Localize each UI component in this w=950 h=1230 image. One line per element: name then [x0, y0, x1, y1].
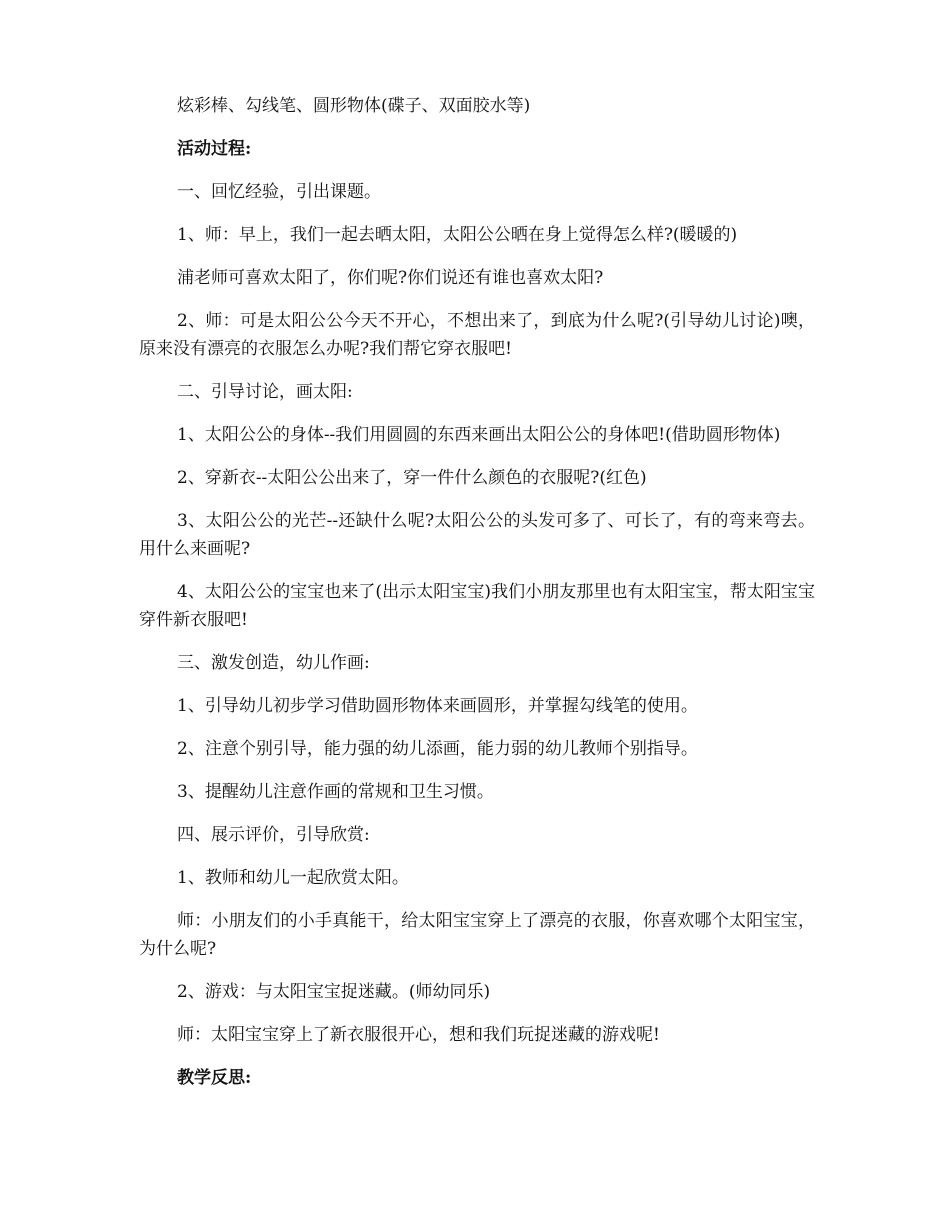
paragraph: 2、注意个别引导，能力强的幼儿添画，能力弱的幼儿教师个别指导。: [177, 739, 698, 759]
step-heading-1: 一、回忆经验，引出课题。: [177, 182, 381, 202]
paragraph: 浦老师可喜欢太阳了，你们呢?你们说还有谁也喜欢太阳?: [177, 268, 604, 288]
paragraph: 2、穿新衣--太阳公公出来了，穿一件什么颜色的衣服呢?(红色): [177, 468, 647, 488]
step-heading-4: 四、展示评价，引导欣赏:: [177, 825, 370, 845]
paragraph: 1、师：早上，我们一起去晒太阳，太阳公公晒在身上觉得怎么样?(暖暖的): [177, 225, 738, 245]
step-heading-3: 三、激发创造，幼儿作画:: [177, 653, 370, 673]
paragraph: 1、教师和幼儿一起欣赏太阳。: [177, 868, 409, 888]
paragraph: 3、太阳公公的光芒--还缺什么呢?太阳公公的头发可多了、可长了，有的弯来弯去。用什么来画呢?: [139, 511, 815, 559]
document-body: [139, 92, 815, 1107]
section-heading-teaching-reflection: 教学反思:: [177, 1068, 252, 1088]
step-heading-2: 二、引导讨论，画太阳:: [177, 382, 353, 402]
paragraph: 师：太阳宝宝穿上了新衣服很开心，想和我们玩捉迷藏的游戏呢!: [177, 1025, 660, 1045]
paragraph: 3、提醒幼儿注意作画的常规和卫生习惯。: [177, 782, 494, 802]
paragraph: 2、师：可是太阳公公今天不开心，不想出来了，到底为什么呢?(引导幼儿讨论)噢，原来没有漂亮的衣服怎么办呢?我们帮它穿衣服吧!: [139, 311, 815, 359]
materials-line: 炫彩棒、勾线笔、圆形物体(碟子、双面胶水等): [177, 96, 531, 116]
paragraph: 2、游戏：与太阳宝宝捉迷藏。(师幼同乐): [177, 982, 491, 1002]
paragraph: 1、引导幼儿初步学习借助圆形物体来画圆形，并掌握勾线笔的使用。: [177, 696, 698, 716]
paragraph: 4、太阳公公的宝宝也来了(出示太阳宝宝)我们小朋友那里也有太阳宝宝，帮太阳宝宝穿件新衣服吧!: [139, 582, 815, 630]
paragraph: 1、太阳公公的身体--我们用圆圆的东西来画出太阳公公的身体吧!(借助圆形物体): [177, 425, 781, 445]
section-heading-activity-process: 活动过程:: [177, 139, 252, 159]
paragraph: 师：小朋友们的小手真能干，给太阳宝宝穿上了漂亮的衣服，你喜欢哪个太阳宝宝，为什么呢?: [139, 911, 815, 959]
